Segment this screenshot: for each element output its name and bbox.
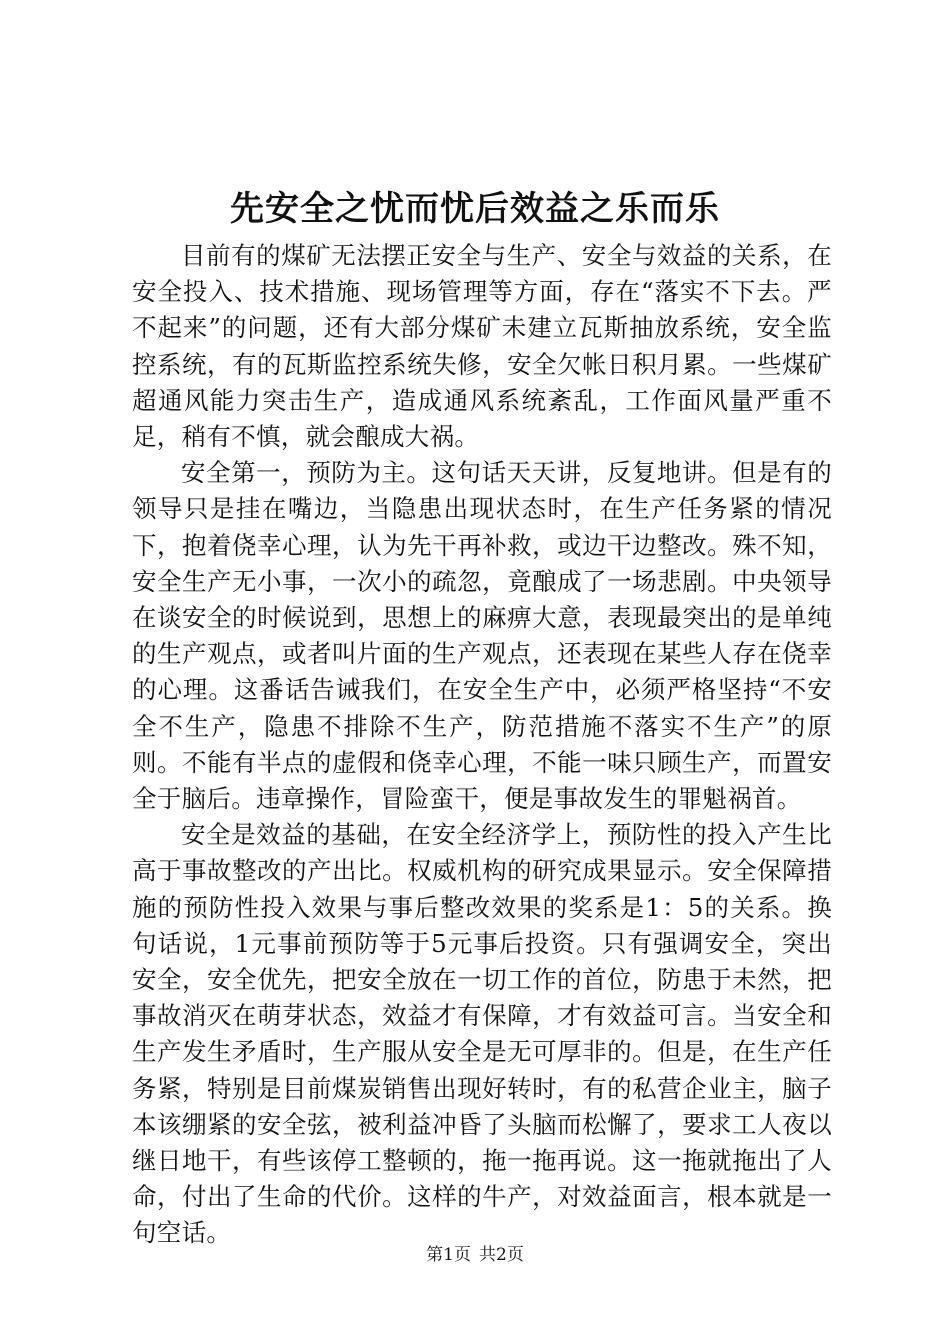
page-number-current: 第1页 [426, 1245, 471, 1265]
page-footer [0, 1243, 950, 1267]
paragraph-2: 安全第一，预防为主。这句话天天讲，反复地讲。但是有的领导只是挂在嘴边，当隐患出现状态时，在生产任务紧的情况下，抱着侥幸心理，认为先干再补救，或边干边整改。殊不知，安全生产无小事，一次小的疏忽，竟酿成了一场悲剧。中央领导在谈安全的时候说到，思想上的麻痹大意，表现最突出的是单纯的生产观点，或者叫片面的生产观点，还表现在某些人存在侥幸的心理。这番话告诫我们，在安全生产中，必须严格坚持“不安全不生产，隐患不排除不生产，防范措施不落实不生产”的原则。不能有半点的虚假和侥幸心理，不能一味只顾生产，而置安全于脑后。违章操作，冒险蛮干，便是事故发生的罪魁祸首。 [132, 458, 833, 814]
document-title: 先安全之忧而忧后效益之乐而乐 [230, 189, 720, 229]
page-number-total: 共2页 [479, 1245, 524, 1265]
document-body [132, 238, 832, 1252]
paragraph-1: 目前有的煤矿无法摆正安全与生产、安全与效益的关系，在安全投入、技术措施、现场管理等方面，存在“落实不下去。严不起来”的问题，还有大部分煤矿未建立瓦斯抽放系统，安全监控系统，有的瓦斯监控系统失修，安全欠帐日积月累。一些煤矿超通风能力突击生产，造成通风系统紊乱，工作面风量严重不足，稍有不慎，就会酿成大祸。 [132, 241, 832, 452]
paragraph-3: 安全是效益的基础，在安全经济学上，预防性的投入产生比高于事故整改的产出比。权威机构的研究成果显示。安全保障措施的预防性投入效果与事后整改效果的奖系是1：5的关系。换句话说，1元事前预防等于5元事后投资。只有强调安全，突出安全，安全优先，把安全放在一切工作的首位，防患于未然，把事故消灭在萌芽状态，效益才有保障，才有效益可言。当安全和生产发生矛盾时，生产服从安全是无可厚非的。但是，在生产任务紧，特别是目前煤炭销售出现好转时，有的私营企业主，脑子本该绷紧的安全弦，被利益冲昏了头脑而松懈了，要求工人夜以继日地干，有些该停工整顿的，拖一拖再说。这一拖就拖出了人命，付出了生命的代价。这样的牛产，对效益面言，根本就是一句空话。 [132, 820, 832, 1248]
